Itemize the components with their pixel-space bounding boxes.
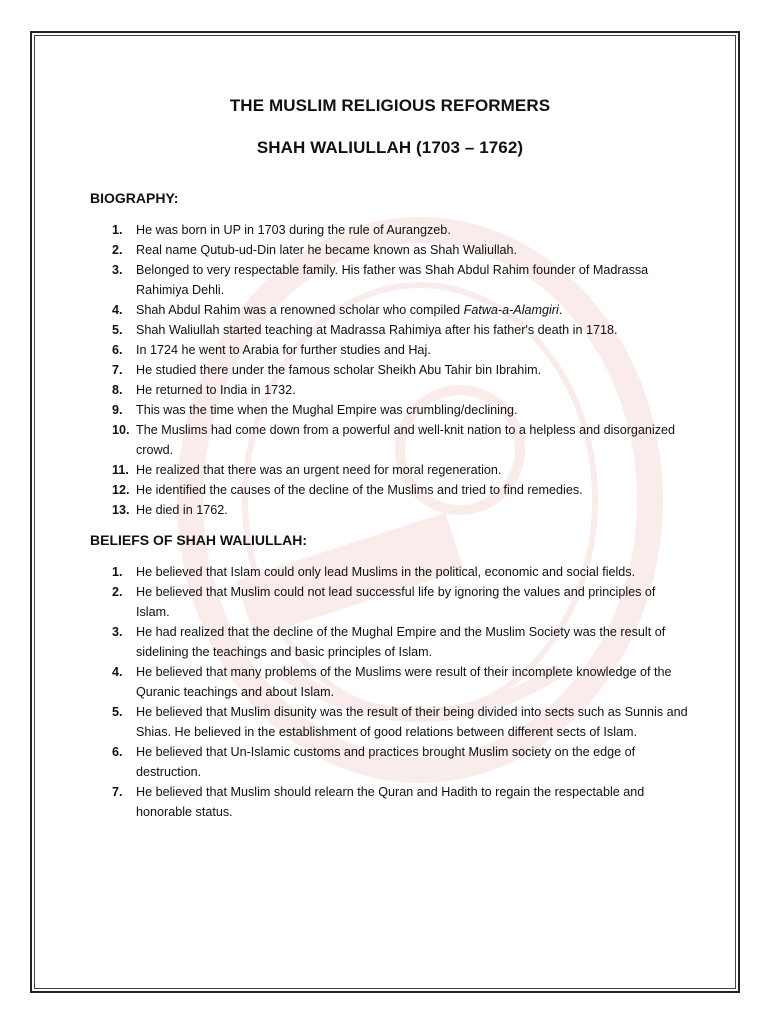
section-heading: BIOGRAPHY: [90,190,179,206]
list-item [90,480,690,500]
list-item-number: 3. [112,263,123,277]
list-item [90,400,690,420]
list-item-text: Shah Abdul Rahim was a renowned scholar who compiled [136,303,464,317]
list-item-text: In 1724 he went to Arabia for further studies and Haj. [136,343,431,357]
document-title: THE MUSLIM RELIGIOUS REFORMERS [229,96,551,115]
list-item [90,662,690,702]
list-item-text: He believed that Islam could only lead Muslims in the political, economic and social fields. [136,565,636,579]
list-item-text: He studied there under the famous scholar Sheikh Abu Tahir bin Ibrahim. [136,363,542,377]
list-item-text: He believed that Muslim disunity was the result of their being divided into sects such as Sunnis and Shias. He believed in the establishment of good relations between different sects of Islam. [136,705,688,739]
numbered-list [90,220,690,520]
list-item-text: He believed that many problems of the Muslims were result of their incomplete knowledge of the Quranic teachings and about Islam. [136,665,672,699]
list-item-number: 9. [112,403,123,417]
list-item [90,320,690,340]
section-heading: BELIEFS OF SHAH WALIULLAH: [90,532,307,548]
list-item-number: 12. [112,483,130,497]
list-item-number: 2. [112,243,123,257]
list-item [90,260,690,300]
list-item-number: 4. [112,665,123,679]
list-item-number: 3. [112,625,123,639]
list-item-number: 7. [112,785,123,799]
list-item-text: He believed that Muslim could not lead successful life by ignoring the values and principles of Islam. [136,585,656,619]
list-item-number: 2. [112,585,123,599]
list-item [90,742,690,782]
list-item-number: 1. [112,223,123,237]
list-item [90,582,690,622]
list-item [90,562,690,582]
list-item-number: 5. [112,323,123,337]
list-item-text: Real name Qutub-ud-Din later he became known as Shah Waliullah. [136,243,518,257]
list-item [90,380,690,400]
list-item-number: 1. [112,565,123,579]
list-item-text: This was the time when the Mughal Empire was crumbling/declining. [136,403,518,417]
list-item-text: He was born in UP in 1703 during the rule of Aurangzeb. [136,223,451,237]
list-item-number: 6. [112,343,123,357]
list-item-text: Belonged to very respectable family. His father was Shah Abdul Rahim founder of Madrassa Rahimiya Dehli. [136,263,649,297]
list-item [90,300,690,320]
list-item-text: He identified the causes of the decline of the Muslims and tried to find remedies. [136,483,583,497]
list-item [90,340,690,360]
list-item [90,782,690,822]
list-item-number: 4. [112,303,123,317]
list-item-text: He believed that Muslim should relearn the Quran and Hadith to regain the respectable and honorable status. [136,785,645,819]
list-item-number: 6. [112,745,123,759]
list-item-text: He returned to India in 1732. [136,383,296,397]
document-body [90,96,690,822]
list-item-number: 5. [112,705,123,719]
emphasized-text: Fatwa-a-Alamgiri [463,303,559,317]
list-item-text: He realized that there was an urgent need for moral regeneration. [136,463,502,477]
list-item-text: The Muslims had come down from a powerful and well-knit nation to a helpless and disorganized crowd. [136,423,676,457]
list-item-text: He had realized that the decline of the Mughal Empire and the Muslim Society was the result of sidelining the teachings and basic principles of Islam. [136,625,666,659]
sections-container [90,190,690,822]
numbered-list [90,562,690,822]
list-item [90,702,690,742]
list-item [90,622,690,662]
list-item-number: 7. [112,363,123,377]
list-item [90,220,690,240]
list-item-number: 8. [112,383,123,397]
list-item-number: 11. [112,463,129,477]
list-item-text: He died in 1762. [136,503,228,517]
list-item-number: 10. [112,423,130,437]
list-item [90,500,690,520]
list-item [90,460,690,480]
list-item [90,420,690,460]
list-item-number: 13. [112,503,130,517]
list-item [90,360,690,380]
list-item-punctuation: . [558,303,563,317]
list-item-text: Shah Waliullah started teaching at Madrassa Rahimiya after his father's death in 1718. [136,323,618,337]
list-item-text: He believed that Un-Islamic customs and practices brought Muslim society on the edge of destruction. [136,745,636,779]
document-subtitle: SHAH WALIULLAH (1703 – 1762) [256,138,524,157]
list-item [90,240,690,260]
